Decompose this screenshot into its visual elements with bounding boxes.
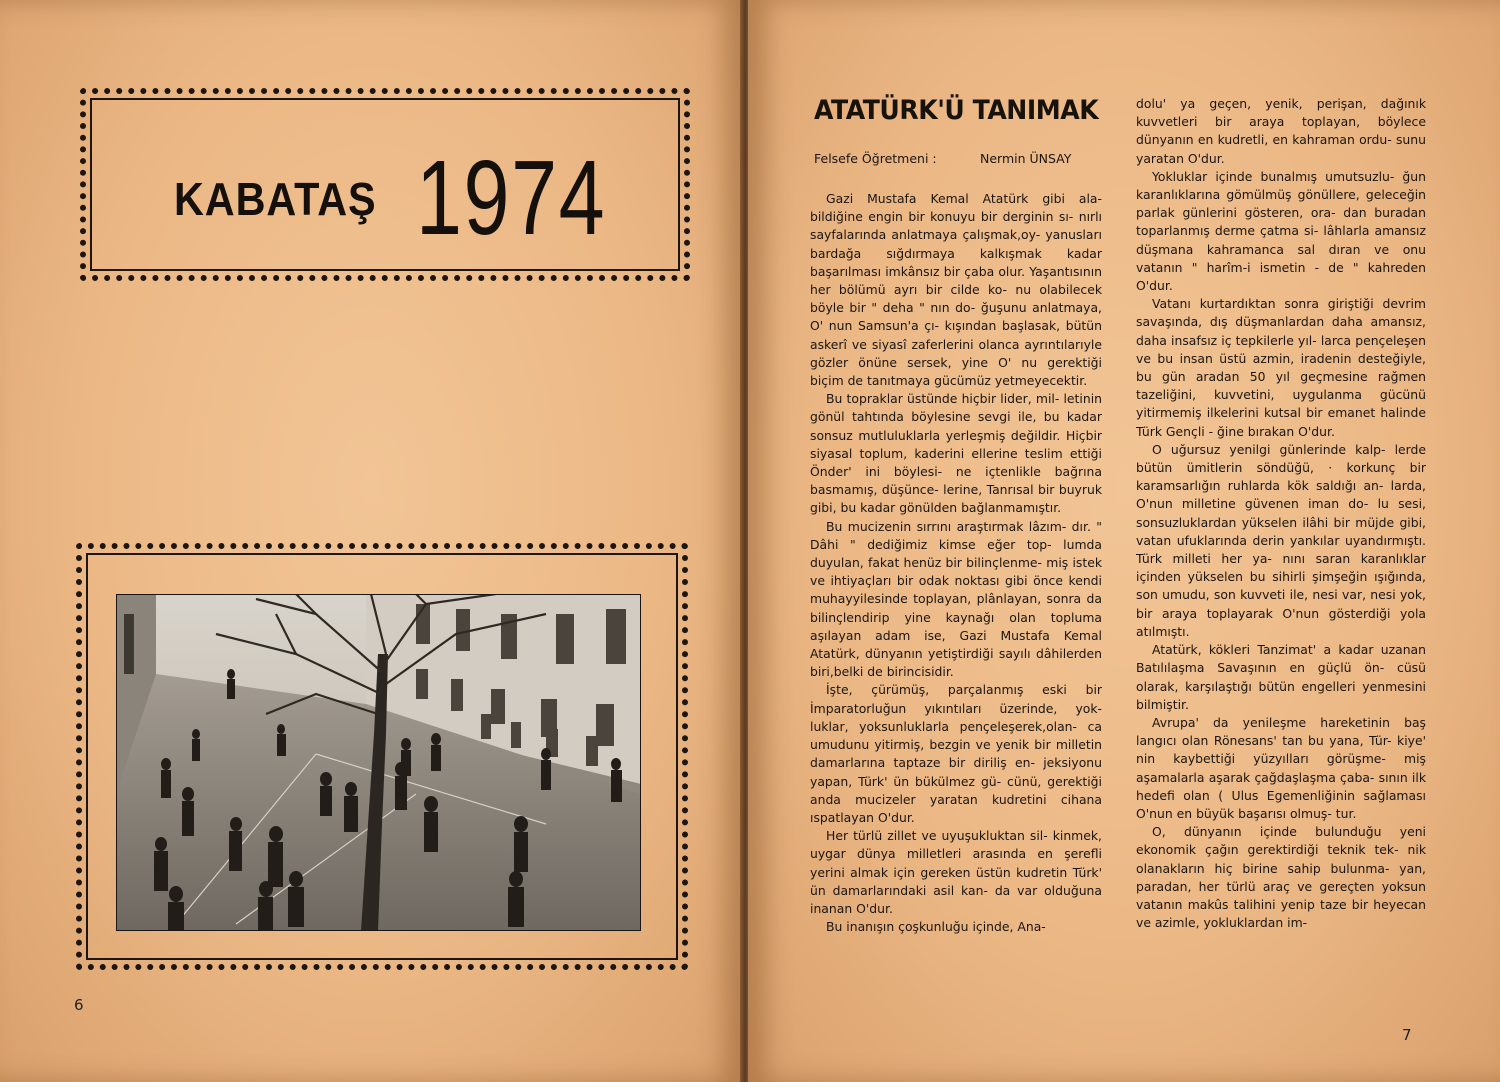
page-number-right: 7: [1402, 1026, 1412, 1044]
title-frame: [80, 88, 690, 281]
left-page: [0, 0, 742, 1082]
paragraph: Vatanı kurtardıktan sonra giriştiği devrim savaşında, dış düşmanlardan daha amansız, daha insafsız iç tepkilerle yıl- larca pençeleşen ve bu insan üstü azmin, iradenin desteğiyle, bu gün aradan 50 yıl geçmesine rağmen tazeliğini, kuvvetini, uygulanma gücünü yitirmemiş ilkelerini kutsal bir emanet halinde Türk Gençli - ğine bırakan O'dur.: [1136, 296, 1426, 439]
paragraph: Gazi Mustafa Kemal Atatürk gibi ala- bildiğine engin bir konuyu bir derginin sı- nırlı sayfalarında anlatmaya çalışmak,oy- yanusları bardağa sığdırmaya kalkışmak kadar başarılması imkânsız bir çaba olur. Yaşantısının her bölümü ayrı bir cilde ko- nu olabilecek böyle bir " deha " nın do- ğuşunu anlatmaya, O' nun Samsun'a çı- kışından başlasak, bütün askerî ve siyasî zaferlerini olanca ayrıntılarıyle gözler önüne sersek, yine O' nu gerektiği biçim de tanıtmaya gücümüz yetmeyecektir.: [810, 191, 1102, 389]
school-courtyard-photo: [116, 594, 641, 931]
article-column-2: [1136, 95, 1426, 932]
paragraph: Avrupa' da yenileşme hareketinin baş langıcı olan Rönesans' tan bu yana, Tür- kiye' nin kaybettiği yüzyılları görüşme- miş aşamalarla aşarak çağdaşlaşma çaba- sının ilk hedefi olan ( Ulus Egemenliğinin sağlaması O'nun en büyük başarısı olmuş- tur.: [1136, 714, 1426, 821]
paragraph: Her türlü zillet ve uyuşukluktan sil- kinmek, uygar dünya milletleri arasında en şerefli yerini almak için gereken üstün kudretin Türk' ün damarlarındaki asil kan- da var olduğuna inanan O'dur.: [810, 828, 1102, 916]
paragraph: Yokluklar içinde bunalmış umutsuzlu- ğun karanlıklarına gömülmüş gönüllere, geleceğin parlak günlerini gösteren, ora- dan buradan toparlanmış derme çatma si- lâhlarla amansız düşmana kahramanca sal dıran ve onu vatanın " harîm-i ismetin - de " kahreden O'dur.: [1136, 168, 1426, 294]
byline-author: Nermin ÜNSAY: [980, 151, 1072, 166]
article-column-1: [810, 190, 1102, 936]
year-text: 1974: [416, 139, 607, 257]
paragraph: Atatürk, kökleri Tanzimat' a kadar uzanan Batılılaşma Savaşının en güçlü ön- cüsü olarak, karşılaştığı bütün engelleri yenmesini bilmiştir.: [1136, 642, 1426, 712]
paragraph: İşte, çürümüş, parçalanmış eski bir İmparatorluğun yıkıntıları üzerinde, yok- luklar, yoksunluklarla pençeleşerek,olan- ca umudunu yitirmiş, bezgin ve yenik bir milletin damarlarına taptaze bir diriliş en- jeksiyonu yapan, Türk' ün bükülmez gü- cünü, gerektiği anda mucizeler yaratan kudretini cihana ıspatlayan O'dur.: [810, 682, 1102, 825]
article-title: ATATÜRK'Ü TANIMAK: [814, 95, 1099, 126]
paragraph: O uğursuz yenilgi günlerinde kalp- lerde bütün ümitlerin söndüğü, · korkunç bir karamsarlığın ruhlarda kök saldığı an- larda, O'nun milletine güvenen iman do- lu sesi, sonsuzluklardan yükselen ilâhi bir müjde gibi, vatan ufuklarında derin yankılar uyandırmıştı. Türk milleti her ya- nını saran karanlıklar içinden yükselen bu sihirli şimşeğin ışığında, son umudu, son kuvveti ile, nesi var, nesi yok, bir araya toplayarak O'nun gösterdiği yola atılmıştı.: [1136, 441, 1426, 639]
paragraph: Bu topraklar üstünde hiçbir lider, mil- letinin gönül tahtında böylesine sevgi ile, bu kadar sonsuz mutluluklarla yerleşmiş değildir. Hiçbir siyasal toplum, kaderini ellerine teslim ettiği Önder' ini böylesi- ne içtenlikle bağrına basmamış, düşünce- lerine, Tanrısal bir buyruk gibi, bu kadar gönülden bağlanmamıştır.: [810, 391, 1102, 516]
paragraph: Bu mucizenin sırrını araştırmak lâzım- dır. " Dâhi " dediğimiz kimse eğer top- lumda duyulan, fakat henüz bir bilinçlenme- miş istek ve ihtiyaçları bir odak noktası gibi önce kendi muhayyilesinde toplayan, plânlayan, sonra da bilinçlendirip yine kaynağı olan topluma aşılayan adam ise, Gazi Mustafa Kemal Atatürk, dünyanın yetiştirdiği sayılı dâhilerden biri,belki de birincisidir.: [810, 518, 1102, 680]
paragraph: dolu' ya geçen, yenik, perişan, dağınık kuvvetleri bir araya toplayan, böylece dünyanın en kudretli, en kahraman ordu- sunu yaratan O'dur.: [1136, 96, 1426, 166]
paragraph: Bu inanışın çoşkunluğu içinde, Ana-: [826, 919, 1046, 935]
school-name: KABATAŞ: [174, 173, 377, 225]
paragraph: O, dünyanın içinde bulunduğu yeni ekonomik çağın gerektirdiği teknik tek- nik olanakların hiç birine sahip bulunma- yan, paradan, her türlü araç ve gereçten yoksun vatanın makûs talihini yenip taze bir heyecan ve azimle, yokluklardan im-: [1136, 824, 1426, 931]
right-page: [748, 0, 1500, 1082]
byline-role: Felsefe Öğretmeni :: [814, 151, 937, 166]
page-number-left: 6: [74, 996, 84, 1014]
photo-illustration: [116, 594, 641, 931]
